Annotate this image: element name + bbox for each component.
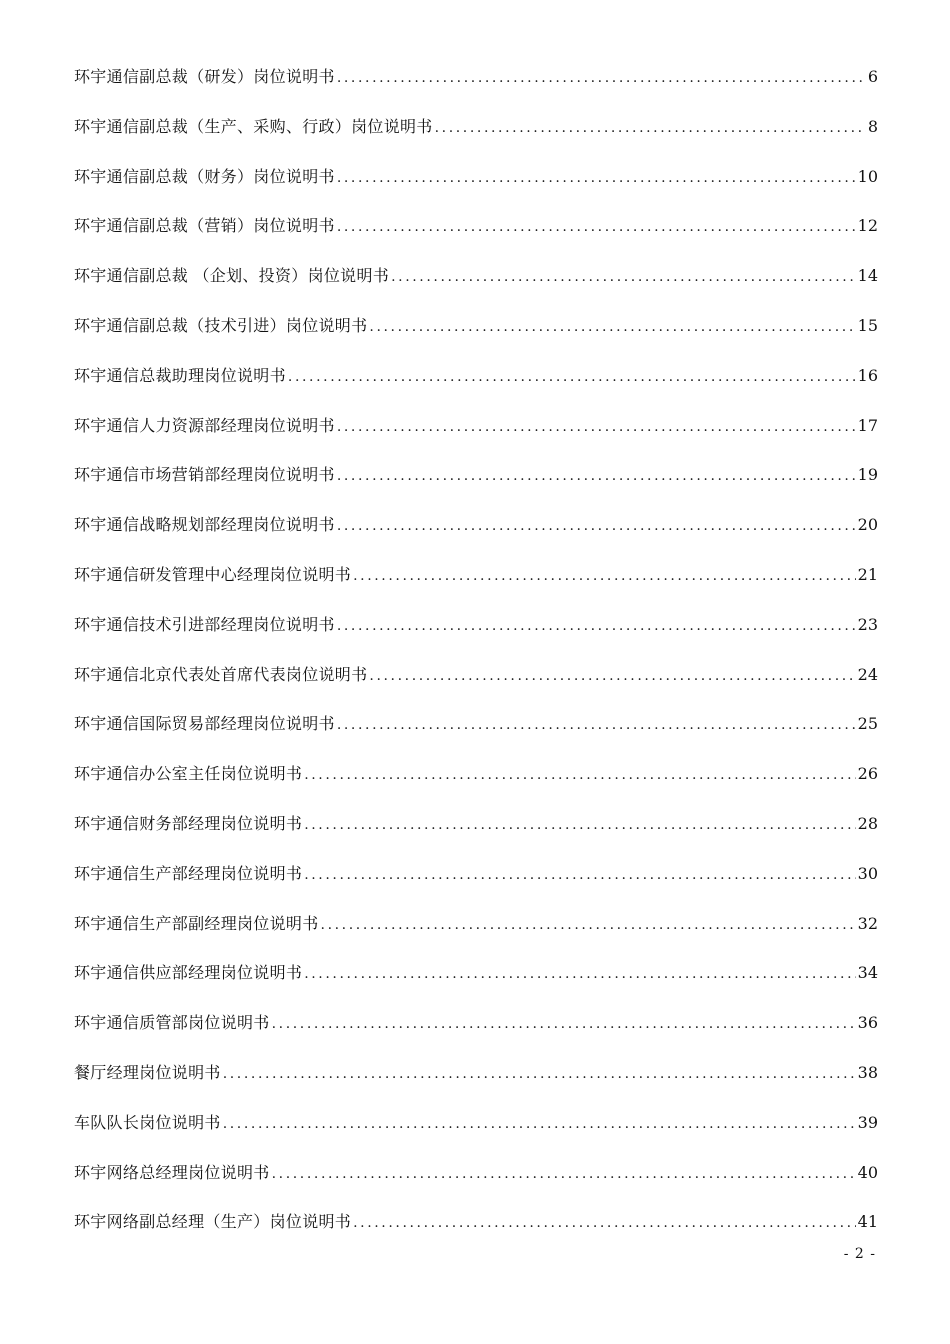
toc-entry[interactable] — [74, 660, 878, 710]
toc-dot-leader — [369, 661, 855, 691]
toc-entry-title: 环宇通信副总裁（研发）岗位说明书 — [74, 67, 335, 86]
toc-entry-page: 36 — [857, 1013, 878, 1033]
toc-entry-page: 17 — [857, 415, 878, 435]
toc-entry-page: 32 — [857, 913, 878, 933]
toc-entry[interactable] — [74, 709, 878, 759]
toc-dot-leader — [272, 1009, 856, 1039]
toc-dot-leader — [304, 860, 855, 890]
toc-entry-page: 20 — [857, 515, 878, 535]
toc-entry-page: 12 — [857, 216, 878, 236]
toc-entry-page: 15 — [857, 315, 878, 335]
toc-dot-leader — [337, 212, 856, 242]
toc-dot-leader — [272, 1159, 856, 1189]
toc-entry[interactable] — [74, 1158, 878, 1208]
toc-entry[interactable] — [74, 759, 878, 809]
toc-entry[interactable] — [74, 211, 878, 261]
toc-dot-leader — [337, 412, 856, 442]
toc-entry-page: 25 — [857, 714, 878, 734]
toc-entry-page: 40 — [857, 1162, 878, 1182]
toc-entry[interactable] — [74, 510, 878, 560]
toc-entry-page: 6 — [867, 67, 878, 86]
toc-entry-page: 24 — [857, 664, 878, 684]
page-number: - 2 - — [843, 1246, 876, 1262]
toc-entry-title: 环宇通信副总裁 （企划、投资）岗位说明书 — [74, 266, 390, 286]
toc-entry-page: 34 — [857, 963, 878, 983]
toc-entry-title: 环宇通信国际贸易部经理岗位说明书 — [74, 714, 335, 734]
toc-entry-page: 21 — [857, 564, 878, 584]
toc-dot-leader — [353, 561, 856, 591]
toc-entry-page: 30 — [857, 863, 878, 883]
toc-entry-title: 环宇通信副总裁（技术引进）岗位说明书 — [74, 315, 368, 335]
toc-entry-page: 8 — [867, 116, 878, 136]
toc-entry[interactable] — [74, 112, 878, 162]
toc-dot-leader — [304, 810, 855, 840]
toc-dot-leader — [337, 710, 856, 740]
toc-entry-page: 10 — [857, 166, 878, 186]
toc-entry-page: 14 — [857, 266, 878, 286]
toc-entry-title: 环宇网络副总经理（生产）岗位说明书 — [74, 1212, 352, 1232]
toc-entry[interactable] — [74, 1207, 878, 1257]
toc-dot-leader — [369, 312, 855, 342]
toc-dot-leader — [435, 113, 866, 143]
toc-dot-leader — [337, 611, 856, 641]
toc-entry-title: 环宇通信技术引进部经理岗位说明书 — [74, 614, 335, 634]
toc-entry[interactable] — [74, 958, 878, 1008]
toc-entry[interactable] — [74, 1058, 878, 1108]
toc-entry[interactable] — [74, 560, 878, 610]
toc-entry-title: 环宇通信副总裁（生产、采购、行政）岗位说明书 — [74, 116, 433, 136]
toc-entry-page: 26 — [857, 764, 878, 784]
toc-entry[interactable] — [74, 411, 878, 461]
toc-entry[interactable] — [74, 909, 878, 959]
toc-entry-title: 环宇通信北京代表处首席代表岗位说明书 — [74, 664, 368, 684]
toc-entry-title: 环宇网络总经理岗位说明书 — [74, 1162, 270, 1182]
toc-entry-page: 28 — [857, 813, 878, 833]
toc-entry[interactable] — [74, 1008, 878, 1058]
toc-entry[interactable] — [74, 460, 878, 510]
toc-entry-title: 环宇通信研发管理中心经理岗位说明书 — [74, 564, 352, 584]
toc-dot-leader — [223, 1059, 856, 1089]
toc-entry-title: 环宇通信总裁助理岗位说明书 — [74, 365, 286, 385]
toc-dot-leader — [288, 362, 856, 392]
toc-entry-page: 16 — [857, 365, 878, 385]
toc-entry-title: 环宇通信办公室主任岗位说明书 — [74, 764, 303, 784]
toc-entry-page: 39 — [857, 1112, 878, 1132]
toc-entry-page: 23 — [857, 614, 878, 634]
toc-entry-title: 环宇通信市场营销部经理岗位说明书 — [74, 465, 335, 485]
toc-dot-leader — [337, 63, 866, 93]
toc-dot-leader — [337, 461, 856, 491]
toc-dot-leader — [304, 959, 855, 989]
toc-dot-leader — [304, 760, 855, 790]
toc-entry-page: 41 — [857, 1212, 878, 1232]
toc-dot-leader — [321, 910, 856, 940]
toc-entry[interactable] — [74, 1108, 878, 1158]
toc-entry-page: 38 — [857, 1062, 878, 1082]
toc-entry[interactable] — [74, 162, 878, 212]
toc-entry[interactable] — [74, 361, 878, 411]
toc-dot-leader — [337, 163, 856, 193]
toc-entry-title: 环宇通信副总裁（财务）岗位说明书 — [74, 166, 335, 186]
toc-entry-title: 环宇通信供应部经理岗位说明书 — [74, 963, 303, 983]
toc-dot-leader — [391, 262, 856, 292]
toc-entry[interactable] — [74, 859, 878, 909]
toc-dot-leader — [223, 1109, 856, 1139]
toc-entry-title: 环宇通信生产部经理岗位说明书 — [74, 863, 303, 883]
toc-entry[interactable] — [74, 610, 878, 660]
toc-entry-title: 环宇通信人力资源部经理岗位说明书 — [74, 415, 335, 435]
toc-entry[interactable] — [74, 311, 878, 361]
toc-dot-leader — [337, 511, 856, 541]
toc-entry[interactable] — [74, 809, 878, 859]
toc-dot-leader — [353, 1208, 856, 1238]
toc-entry-title: 环宇通信副总裁（营销）岗位说明书 — [74, 216, 335, 236]
toc-entry[interactable] — [74, 261, 878, 311]
toc-entry-title: 环宇通信战略规划部经理岗位说明书 — [74, 515, 335, 535]
toc-entry[interactable] — [74, 62, 878, 112]
toc-entry-page: 19 — [857, 465, 878, 485]
toc-entry-title: 环宇通信生产部副经理岗位说明书 — [74, 913, 319, 933]
toc-entry-title: 车队队长岗位说明书 — [74, 1112, 221, 1132]
toc-entry-title: 餐厅经理岗位说明书 — [74, 1062, 221, 1082]
toc-entry-title: 环宇通信财务部经理岗位说明书 — [74, 813, 303, 833]
table-of-contents — [74, 62, 878, 1257]
toc-entry-title: 环宇通信质管部岗位说明书 — [74, 1013, 270, 1033]
